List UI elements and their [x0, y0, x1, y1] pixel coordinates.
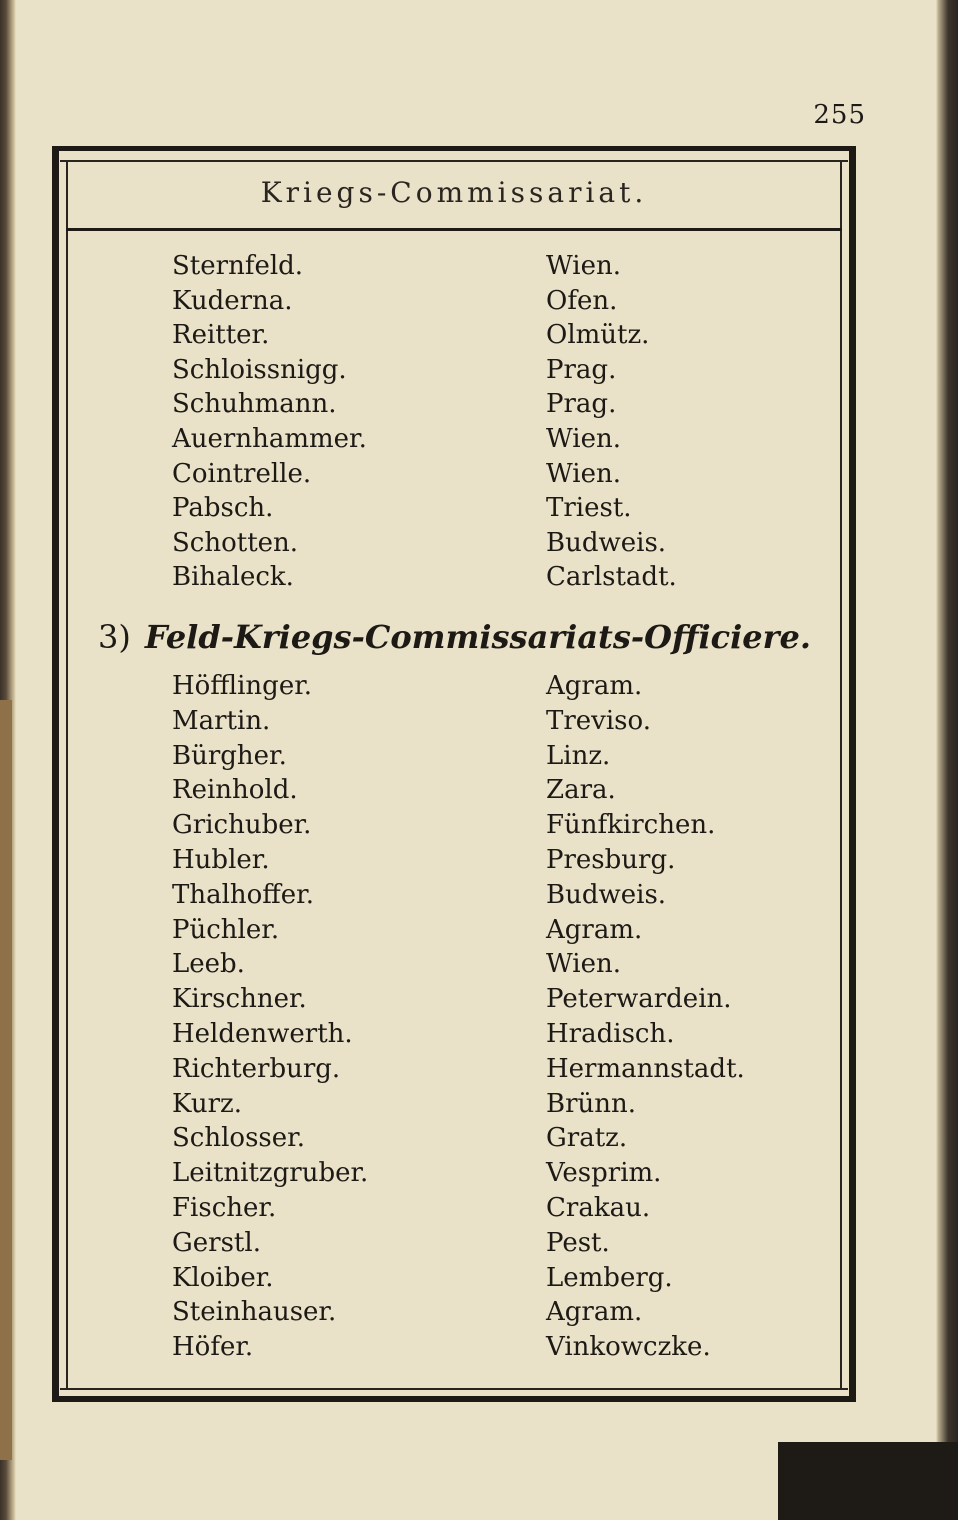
- list-item: [0, 668, 958, 704]
- place-name: Budweis.: [546, 527, 667, 558]
- border-top: [52, 146, 856, 151]
- list-item: [0, 1294, 958, 1330]
- person-name: Sternfeld.: [172, 251, 304, 281]
- place-name: Carlstadt.: [546, 562, 677, 593]
- place-name: Hermannstadt.: [546, 1053, 745, 1084]
- list-item: [0, 1120, 958, 1156]
- person-name: Auernhammer.: [172, 424, 367, 454]
- section-title: Feld-Kriegs-Commissariats-Officiere.: [144, 618, 811, 656]
- person-name: Steinhauser.: [172, 1297, 337, 1328]
- person-name: Höfflinger.: [172, 671, 313, 701]
- person-name: Höfer.: [172, 1332, 254, 1363]
- place-name: Wien.: [546, 458, 621, 489]
- list-item: [0, 1260, 958, 1296]
- place-name: Hradisch.: [546, 1019, 675, 1049]
- place-name: Agram.: [546, 671, 643, 701]
- person-name: Richterburg.: [172, 1053, 341, 1084]
- person-name: Grichuber.: [172, 810, 312, 841]
- list-item: [0, 352, 958, 388]
- list-item: [0, 317, 958, 353]
- person-name: Reitter.: [172, 320, 270, 351]
- person-name: Püchler.: [172, 914, 280, 945]
- place-name: Agram.: [546, 914, 643, 945]
- border-bottom-inner: [60, 1388, 848, 1390]
- list-item: [0, 525, 958, 561]
- list-item: [0, 1016, 958, 1052]
- list-item: [0, 842, 958, 878]
- person-name: Leeb.: [172, 949, 245, 980]
- section-number: 3): [98, 618, 131, 656]
- person-name: Schlosser.: [172, 1123, 305, 1154]
- person-name: Bürgher.: [172, 740, 287, 771]
- list-item: [0, 946, 958, 982]
- border-top-inner: [60, 160, 848, 162]
- list-item: [0, 386, 958, 422]
- list-item: [0, 1190, 958, 1226]
- place-name: Prag.: [546, 354, 617, 385]
- place-name: Olmütz.: [546, 320, 650, 351]
- section-heading: [98, 615, 838, 659]
- person-name: Cointrelle.: [172, 458, 312, 489]
- list-item: [0, 456, 958, 492]
- list-item: [0, 1086, 958, 1122]
- place-name: Pest.: [546, 1227, 610, 1258]
- list-item: [0, 559, 958, 595]
- page-number: 255: [813, 100, 866, 130]
- border-bottom: [52, 1396, 856, 1402]
- list-item: [0, 1329, 958, 1365]
- list-item: [0, 283, 958, 319]
- person-name: Schotten.: [172, 527, 299, 558]
- place-name: Treviso.: [546, 705, 651, 736]
- place-name: Presburg.: [546, 845, 676, 875]
- list-item: [0, 248, 958, 284]
- person-name: Martin.: [172, 705, 271, 736]
- list-item: [0, 912, 958, 948]
- place-name: Vinkowczke.: [546, 1332, 711, 1363]
- person-name: Kuderna.: [172, 285, 293, 316]
- list-item: [0, 738, 958, 774]
- person-name: Reinhold.: [172, 775, 298, 806]
- place-name: Vesprim.: [546, 1158, 662, 1189]
- place-name: Gratz.: [546, 1123, 628, 1154]
- place-name: Agram.: [546, 1297, 643, 1328]
- list-item: [0, 1051, 958, 1087]
- place-name: Prag.: [546, 389, 617, 420]
- person-name: Pabsch.: [172, 493, 274, 524]
- person-name: Kloiber.: [172, 1262, 274, 1293]
- person-name: Leitnitzgruber.: [172, 1158, 369, 1189]
- scan-shadow: [778, 1442, 958, 1520]
- place-name: Brünn.: [546, 1088, 637, 1119]
- list-item: [0, 490, 958, 526]
- place-name: Zara.: [546, 775, 616, 806]
- list-item: [0, 877, 958, 913]
- person-name: Fischer.: [172, 1193, 277, 1223]
- place-name: Ofen.: [546, 285, 618, 316]
- list-item: [0, 703, 958, 739]
- place-name: Wien.: [546, 949, 621, 980]
- person-name: Gerstl.: [172, 1227, 261, 1258]
- place-name: Crakau.: [546, 1193, 651, 1223]
- person-name: Schloissnigg.: [172, 354, 347, 385]
- place-name: Fünfkirchen.: [546, 810, 716, 841]
- person-name: Heldenwerth.: [172, 1019, 353, 1049]
- list-item: [0, 421, 958, 457]
- list-item: [0, 772, 958, 808]
- person-name: Hubler.: [172, 845, 270, 875]
- header-title: Kriegs-Commissariat.: [260, 176, 648, 209]
- place-name: Lemberg.: [546, 1262, 673, 1293]
- person-name: Kirschner.: [172, 984, 307, 1015]
- place-name: Wien.: [546, 424, 621, 454]
- person-name: Bihaleck.: [172, 562, 294, 593]
- list-item: [0, 981, 958, 1017]
- list-item: [0, 1155, 958, 1191]
- person-name: Thalhoffer.: [172, 879, 314, 910]
- header-rule: [66, 228, 842, 231]
- place-name: Wien.: [546, 251, 621, 281]
- place-name: Triest.: [546, 493, 632, 524]
- place-name: Linz.: [546, 740, 611, 771]
- person-name: Schuhmann.: [172, 389, 337, 420]
- list-item: [0, 1225, 958, 1261]
- person-name: Kurz.: [172, 1088, 242, 1119]
- list-item: [0, 807, 958, 843]
- place-name: Budweis.: [546, 879, 667, 910]
- place-name: Peterwardein.: [546, 984, 732, 1015]
